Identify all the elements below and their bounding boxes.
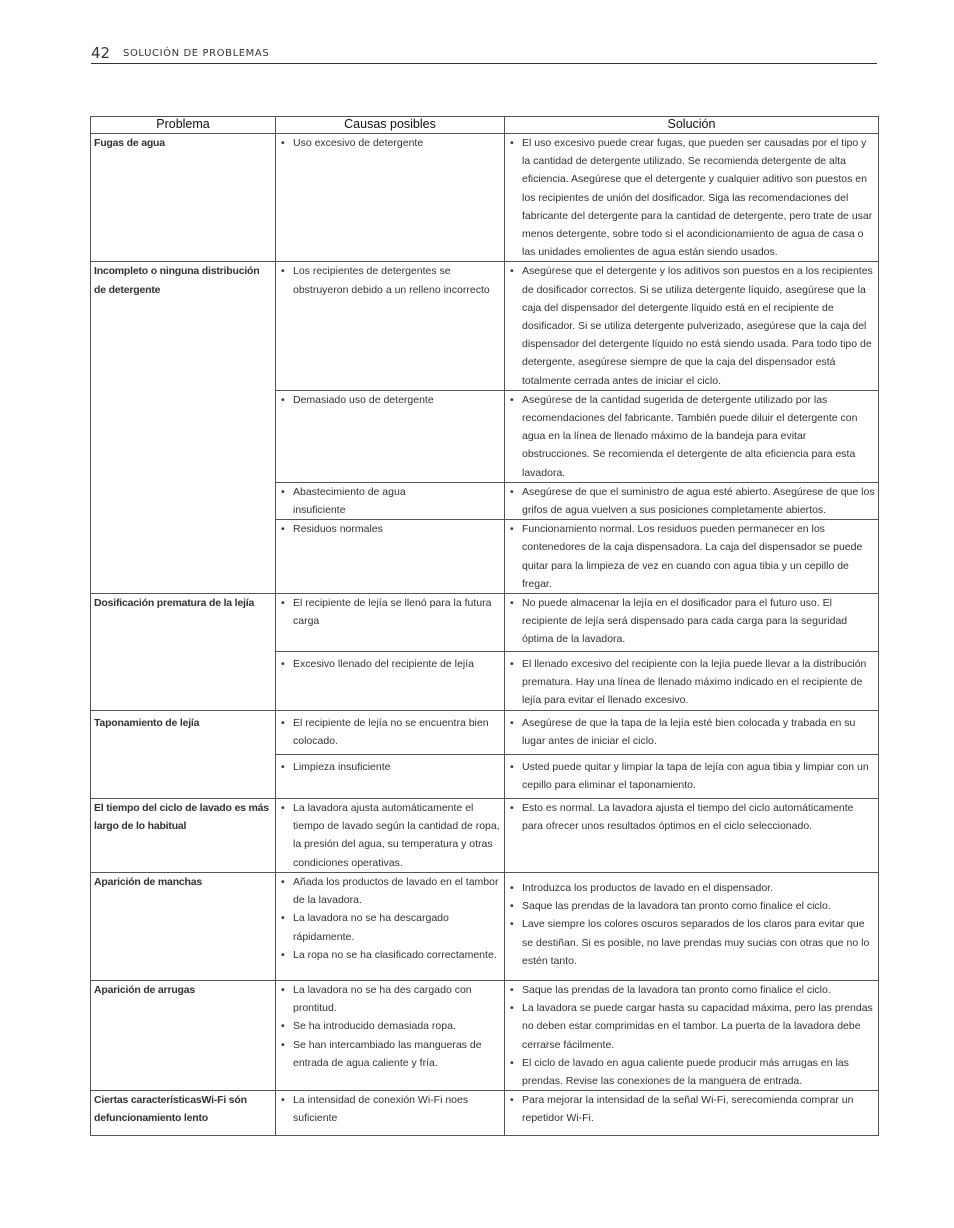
cause-item: • El recipiente de lejía no se encuentra bien colocado. [279,714,501,750]
solution-item: • Saque las prendas de la lavadora tan pronto como finalice el ciclo. [508,981,875,999]
cause-item: • Abastecimiento de agua insuficiente [279,483,501,519]
solution-item: • Lave siempre los colores oscuros separados de los claros para evitar que se destiñan. Si es posible, no lave prendas muy sucias con otras que no lo estén tanto. [508,915,875,970]
problem-cell: Incompleto o ninguna distribución de detergente [91,262,276,594]
solution-item: • Funcionamiento normal. Los residuos pueden permanecer en los contenedores de la caja dispensadora. La caja del dispensador se puede quitar para la limpieza de vez en cuando con agua tibia y un cepillo de fregar. [508,520,875,593]
cause-item: • Excesivo llenado del recipiente de lejía [279,655,501,673]
table-header-row [91,117,879,134]
cause-item: • La lavadora no se ha des cargado con prontitud. [279,981,501,1017]
cause-cell [276,711,505,755]
cause-cell [276,799,505,873]
table-row [91,799,879,873]
table-row [91,134,879,262]
cause-cell [276,390,505,482]
cause-cell [276,594,505,652]
problem-cell: El tiempo del ciclo de lavado es más largo de lo habitual [91,799,276,873]
solution-item: • El uso excesivo puede crear fugas, que pueden ser causadas por el tipo y la cantidad de detergente utilizado. Se recomienda detergente de alta eficiencia. Asegúrese que el detergente y cualquier aditivo son puestos en los recipientes de unión del dosificador. Siga las recomendaciones del fabricante del detergente para la cantidad de detergente, pero trate de usar menos detergente, sobre todo si el acondicionamiento de agua de casa o las unidades emolientes de agua están siendo usados. [508,134,875,261]
solution-cell [505,1091,879,1136]
cause-cell [276,1091,505,1136]
solution-item: • El llenado excesivo del recipiente con la lejía puede llevar a la distribución prematura. Hay una línea de llenado máximo indicado en el recipiente de lejía para evitar el llenado excesivo. [508,655,875,710]
section-title: SOLUCIÓN DE PROBLEMAS [123,48,270,59]
solution-cell [505,755,879,799]
solution-cell [505,980,879,1090]
cause-item: • Demasiado uso de detergente [279,391,501,409]
solution-cell [505,134,879,262]
cause-item: • Se han intercambiado las mangueras de entrada de agua caliente y fría. [279,1036,501,1072]
page-number: 42 [91,44,111,62]
cause-item: • La lavadora ajusta automáticamente el tiempo de lavado según la cantidad de ropa, la presión del agua, su temperatura y otras condiciones operativas. [279,799,501,872]
table-row [91,872,879,980]
table-row [91,980,879,1090]
cause-cell [276,134,505,262]
problem-cell: Aparición de arrugas [91,980,276,1090]
cause-cell [276,482,505,519]
solution-cell [505,262,879,390]
table-row [91,262,879,390]
solution-item: • Asegúrese de la cantidad sugerida de detergente utilizado por las recomendaciones del fabricante. También puede diluir el detergente con agua en la línea de llenado máximo de la bandeja para evitar obstrucciones. Se recomienda el detergente de alta eficiencia para esta lavadora. [508,391,875,482]
page-header [91,44,877,64]
solution-item: • Introduzca los productos de lavado en el dispensador. [508,879,875,897]
solution-item: • Usted puede quitar y limpiar la tapa de lejía con agua tibia y limpiar con un cepillo para eliminar el taponamiento. [508,758,875,794]
cause-cell [276,755,505,799]
solution-cell [505,711,879,755]
cause-cell [276,262,505,390]
solution-item: • La lavadora se puede cargar hasta su capacidad máxima, pero las prendas no deben estar comprimidas en el tambor. La puerta de la lavadora debe cerrarse fácilmente. [508,999,875,1054]
solution-cell [505,390,879,482]
cause-cell [276,652,505,711]
solution-cell [505,520,879,594]
column-header-problema: Problema [91,117,276,134]
solution-item: • Asegúrese que el detergente y los aditivos son puestos en a los recipientes de dosificador correctos. Si se utiliza detergente líquido, asegúrese que la caja del dispensador del detergente líquido está en el recipiente de dosificador. Si se utiliza detergente pulverizado, asegúrese que la caja del dispensador del detergente líquido no está siendo usada. Para todo tipo de detergente, asegúrese siempre de que la caja del dispensador está totalmente cerrada antes de iniciar el ciclo. [508,262,875,389]
problem-cell: Ciertas característicasWi-Fi són defuncionamiento lento [91,1091,276,1136]
cause-item: • La lavadora no se ha descargado rápidamente. [279,909,501,945]
problem-cell: Aparición de manchas [91,872,276,980]
table-row [91,594,879,652]
cause-item: • Se ha introducido demasiada ropa. [279,1017,501,1035]
solution-item: • No puede almacenar la lejía en el dosificador para el futuro uso. El recipiente de lejía será dispensado para cada carga para la seguridad óptima de la lavadora. [508,594,875,649]
column-header-solucion: Solución [505,117,879,134]
solution-item: • Para mejorar la intensidad de la señal Wi-Fi, serecomienda comprar un repetidor Wi-Fi. [508,1091,875,1127]
solution-cell [505,799,879,873]
table-row [91,1091,879,1136]
troubleshooting-table [90,116,879,1136]
cause-item: • El recipiente de lejía se llenó para la futura carga [279,594,501,630]
solution-item: • Asegúrese de que el suministro de agua esté abierto. Asegúrese de que los grifos de agua vuelven a sus posiciones completamente abiertos. [508,483,875,519]
cause-item: • Residuos normales [279,520,501,538]
cause-item: • Los recipientes de detergentes se obstruyeron debido a un relleno incorrecto [279,262,501,298]
problem-cell: Taponamiento de lejía [91,711,276,799]
solution-item: • Esto es normal. La lavadora ajusta el tiempo del ciclo automáticamente para ofrecer unos resultados óptimos en el ciclo seleccionado. [508,799,875,835]
problem-cell: Dosificación prematura de la lejía [91,594,276,711]
cause-item: • Uso excesivo de detergente [279,134,501,152]
solution-item: • El ciclo de lavado en agua caliente puede producir más arrugas en las prendas. Revise las conexiones de la manguera de entrada. [508,1054,875,1090]
cause-item: • Limpieza insuficiente [279,758,501,776]
table-row [91,711,879,755]
solution-cell [505,594,879,652]
cause-cell [276,980,505,1090]
cause-cell [276,872,505,980]
solution-item: • Asegúrese de que la tapa de la lejía esté bien colocada y trabada en su lugar antes de iniciar el ciclo. [508,714,875,750]
problem-cell: Fugas de agua [91,134,276,262]
cause-item: • La intensidad de conexión Wi-Fi noes suficiente [279,1091,501,1127]
solution-cell [505,652,879,711]
solution-item: • Saque las prendas de la lavadora tan pronto como finalice el ciclo. [508,897,875,915]
cause-item: • La ropa no se ha clasificado correctamente. [279,946,501,964]
cause-cell [276,520,505,594]
solution-cell [505,872,879,980]
cause-item: • Añada los productos de lavado en el tambor de la lavadora. [279,873,501,909]
solution-cell [505,482,879,519]
column-header-causas: Causas posibles [276,117,505,134]
